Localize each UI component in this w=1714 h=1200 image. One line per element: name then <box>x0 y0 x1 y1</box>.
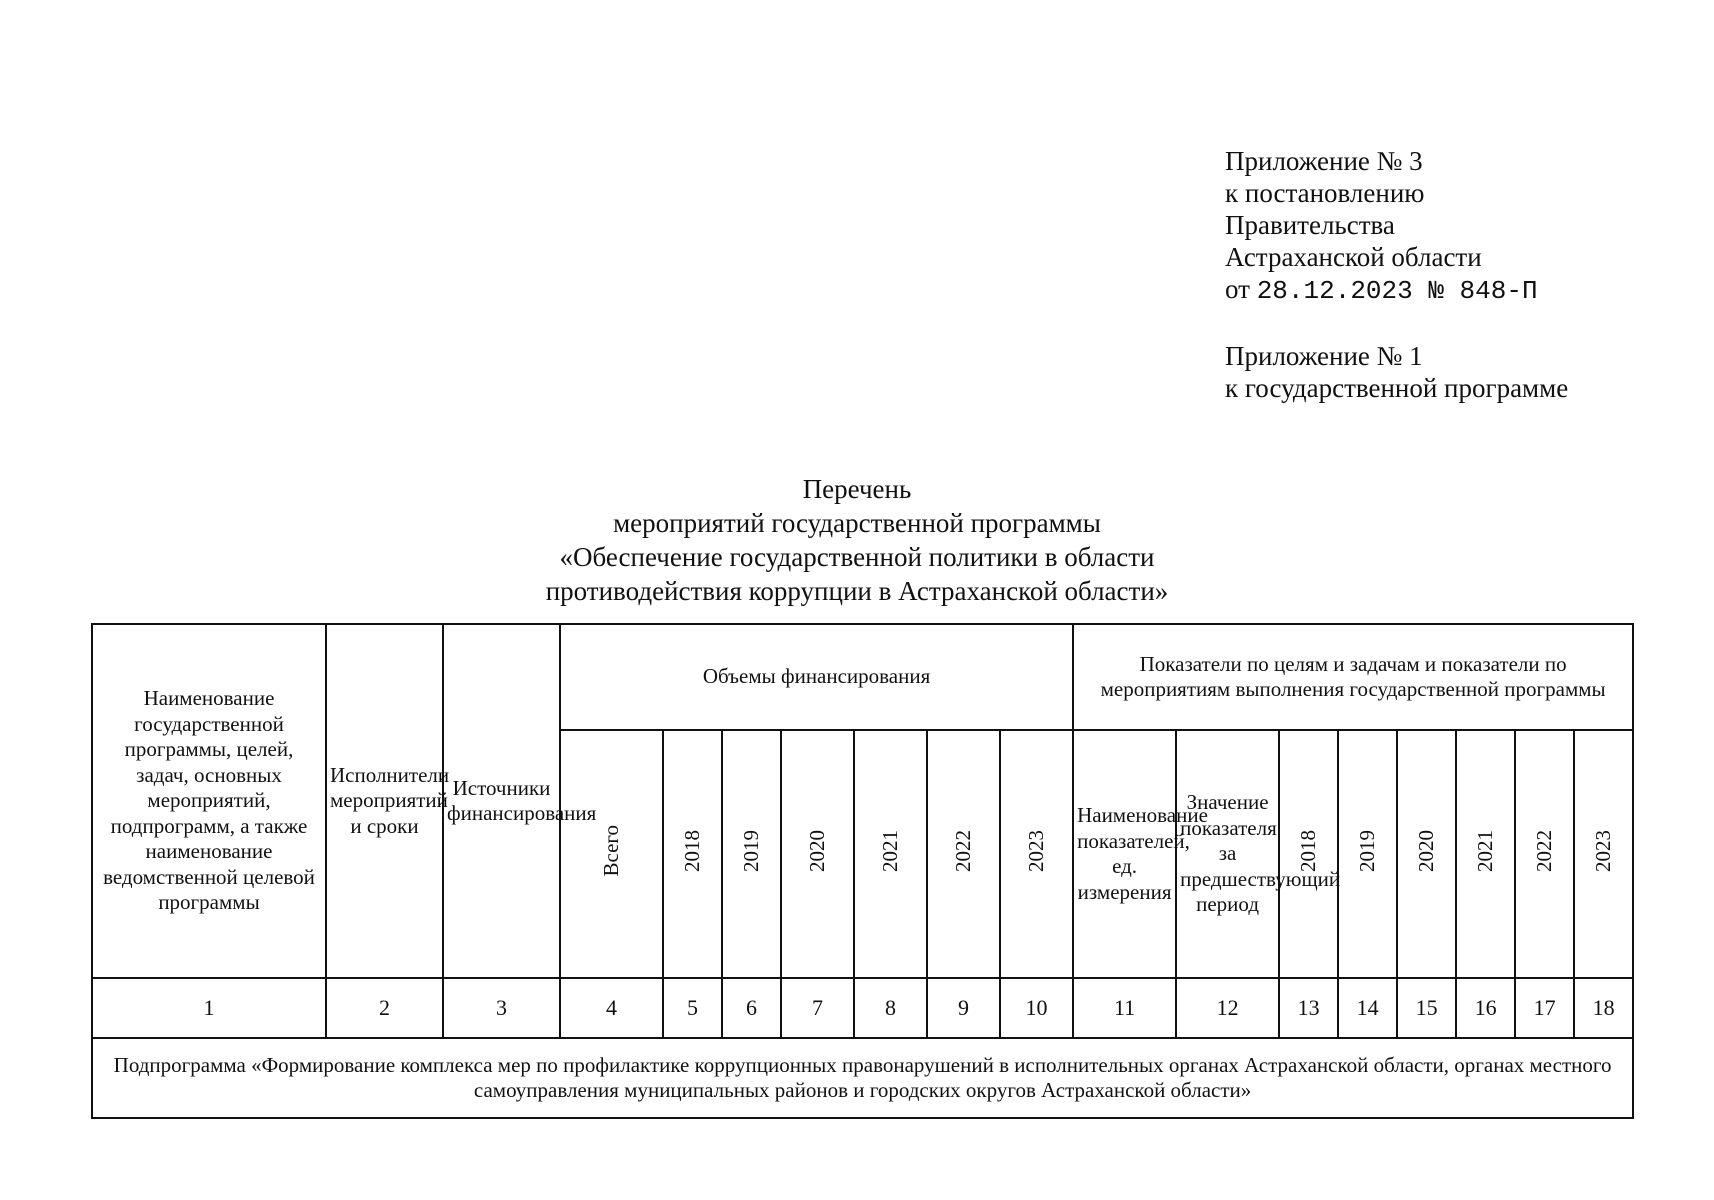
column-number: 12 <box>1176 978 1279 1038</box>
header-financing-group: Объемы финансирования <box>560 624 1073 730</box>
column-number: 8 <box>854 978 927 1038</box>
header-ind-year <box>1397 730 1456 978</box>
title-line: Перечень <box>802 474 912 504</box>
annex-3-line: к постановлению <box>1225 178 1425 208</box>
title-line: мероприятий государственной программы <box>613 508 1101 538</box>
subprogram-row <box>92 1038 1633 1118</box>
header-ind-year <box>1574 730 1633 978</box>
column-number: 4 <box>560 978 663 1038</box>
fin-year-label: 2023 <box>1023 829 1048 872</box>
column-number: 10 <box>1000 978 1073 1038</box>
column-number: 6 <box>722 978 781 1038</box>
header-fin-year <box>854 730 927 978</box>
column-number: 1 <box>92 978 326 1038</box>
header-ind-year <box>1338 730 1397 978</box>
header-ind-year <box>1515 730 1574 978</box>
column-number: 18 <box>1574 978 1633 1038</box>
column-number: 13 <box>1279 978 1338 1038</box>
header-fin-year <box>781 730 854 978</box>
annex-1-line: Приложение № 1 <box>1225 341 1423 371</box>
ind-year-label: 2020 <box>1413 829 1438 872</box>
annex-3-line: Приложение № 3 <box>1225 146 1423 176</box>
column-number: 3 <box>443 978 560 1038</box>
ind-year-label: 2022 <box>1531 829 1556 872</box>
header-indicator-name: Наименование показателей, ед. измерения <box>1073 730 1176 978</box>
annex-1-line: к государственной программе <box>1225 373 1569 403</box>
measures-table <box>91 623 1634 1119</box>
header-fin-year <box>927 730 1000 978</box>
date-value: 28.12.2023 № 848-П <box>1256 276 1538 306</box>
ind-year-label: 2018 <box>1295 829 1320 872</box>
ind-year-label: 2023 <box>1590 829 1615 872</box>
annex-3-date-line <box>1225 273 1538 307</box>
annex-1-block <box>1225 340 1568 404</box>
annex-3-line: Астраханской области <box>1225 242 1482 272</box>
column-number: 16 <box>1456 978 1515 1038</box>
column-number: 7 <box>781 978 854 1038</box>
fin-year-label: 2019 <box>738 829 763 872</box>
fin-total-label: Всего <box>598 825 623 877</box>
header-fin-year <box>722 730 781 978</box>
document-title <box>0 472 1714 608</box>
column-number: 9 <box>927 978 1000 1038</box>
header-indicator-previous: Значение показателя за предшествующий период <box>1176 730 1279 978</box>
header-sources: Источники финансирования <box>443 624 560 978</box>
fin-year-label: 2022 <box>950 829 975 872</box>
header-executors: Исполнители мероприятий и сроки <box>326 624 443 978</box>
title-line: противодействия коррупции в Астраханской области» <box>545 576 1169 606</box>
column-number: 5 <box>663 978 722 1038</box>
fin-year-label: 2021 <box>877 829 902 872</box>
ind-year-label: 2021 <box>1472 829 1497 872</box>
header-name: Наименование государственной программы, целей, задач, основных мероприятий, подпрограмм, а также наименование ведомственной целевой программы <box>92 624 326 978</box>
title-line: «Обеспечение государственной политики в области <box>559 542 1155 572</box>
column-number: 2 <box>326 978 443 1038</box>
fin-year-label: 2020 <box>804 829 829 872</box>
date-prefix: от <box>1225 274 1250 304</box>
column-number: 15 <box>1397 978 1456 1038</box>
header-row-top <box>92 624 1633 730</box>
ind-year-label: 2019 <box>1354 829 1379 872</box>
column-number: 11 <box>1073 978 1176 1038</box>
column-number: 17 <box>1515 978 1574 1038</box>
header-fin-total <box>560 730 663 978</box>
annex-3-line: Правительства <box>1225 210 1395 240</box>
column-number-row <box>92 978 1633 1038</box>
subprogram-title: Подпрограмма «Формирование комплекса мер по профилактике коррупционных правонарушений в исполнительных органах Астраханской области, органах местного самоуправления муниципальных районов и городских округов Астраханской области» <box>92 1038 1633 1118</box>
annex-3-block <box>1225 145 1538 307</box>
fin-year-label: 2018 <box>679 829 704 872</box>
header-fin-year <box>1000 730 1073 978</box>
header-ind-year <box>1279 730 1338 978</box>
header-fin-year <box>663 730 722 978</box>
header-indicators-group: Показатели по целям и задачам и показатели по мероприятиям выполнения государственной программы <box>1073 624 1633 730</box>
header-ind-year <box>1456 730 1515 978</box>
column-number: 14 <box>1338 978 1397 1038</box>
